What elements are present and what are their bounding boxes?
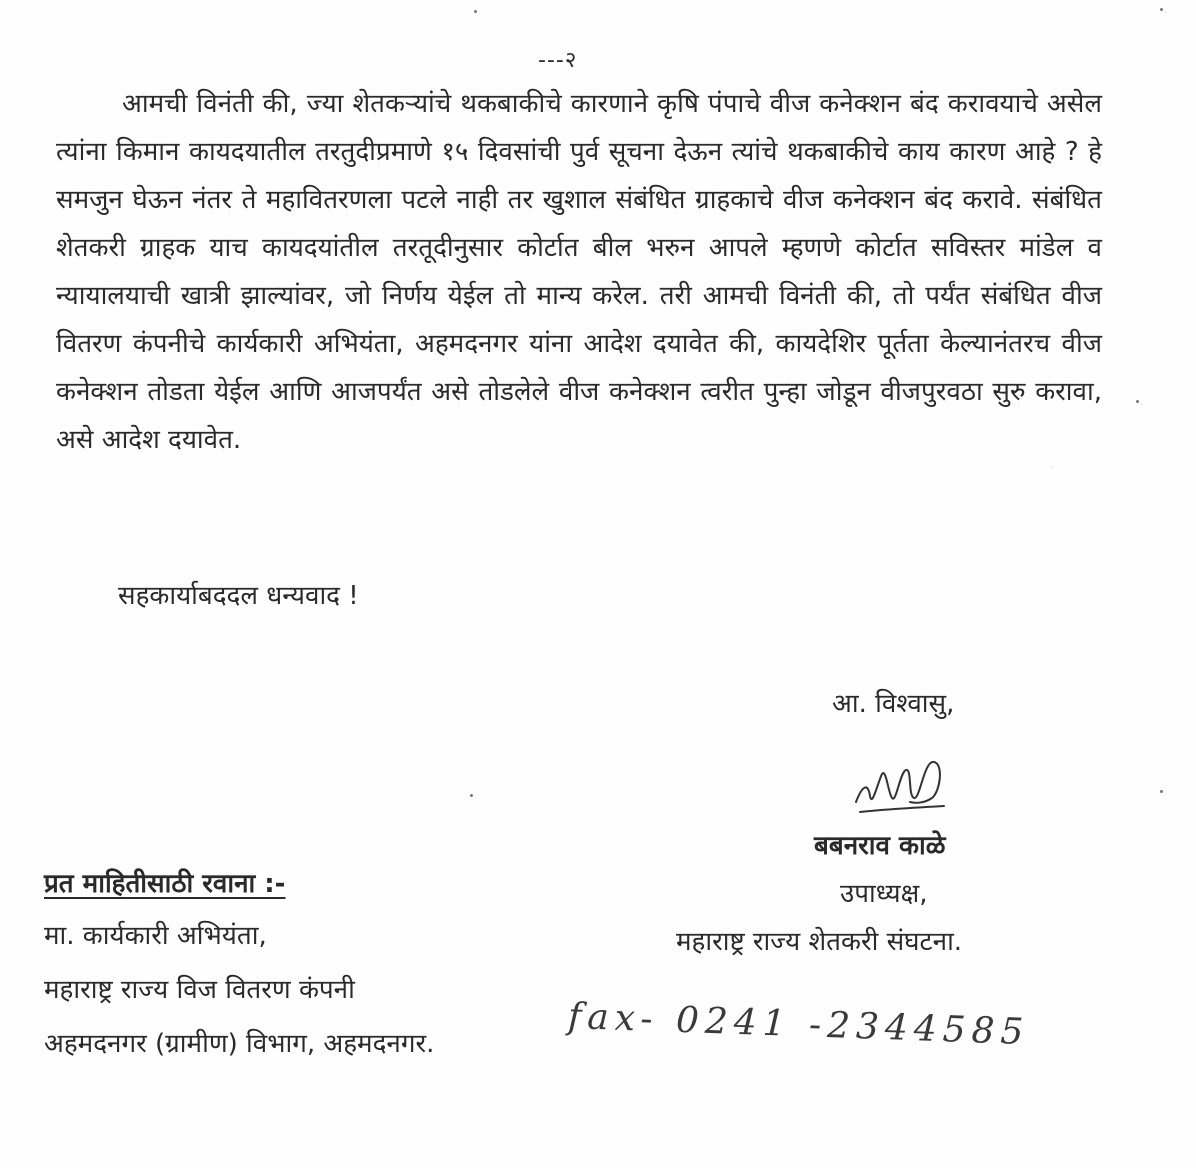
scan-speck xyxy=(470,794,473,797)
scan-speck xyxy=(1160,8,1163,11)
copy-to-line: मा. कार्यकारी अभियंता, xyxy=(44,921,267,951)
signatory-name: बबनराव काळे xyxy=(814,831,946,861)
handwritten-fax-number: fax- 0241 -2344585 xyxy=(567,996,1031,1054)
closing-salutation: आ. विश्वासु, xyxy=(832,689,955,719)
copy-to-heading: प्रत माहितीसाठी रवाना :- xyxy=(44,869,286,899)
scan-speck xyxy=(1136,400,1139,403)
scan-speck xyxy=(474,10,477,13)
signatory-organization: महाराष्ट्र राज्य शेतकरी संघटना. xyxy=(676,927,963,957)
scan-speck xyxy=(1160,790,1163,793)
signatory-title: उपाध्यक्ष, xyxy=(840,879,928,909)
copy-to-line: अहमदनगर (ग्रामीण) विभाग, अहमदनगर. xyxy=(44,1029,435,1059)
signature-icon xyxy=(848,752,952,828)
thanks-line: सहकार्याबददल धन्यवाद ! xyxy=(118,581,359,611)
copy-to-line: महाराष्ट्र राज्य विज वितरण कंपनी xyxy=(44,975,355,1005)
letter-body: आमची विनंती की, ज्या शेतकऱ्यांचे थकबाकीचे कारणाने कृषि पंपाचे वीज कनेक्शन बंद करावयाचे असेल त्यांना किमान कायदयातील तरतुदीप्रमाणे १५ दिवसांची पुर्व सूचना देऊन त्यांचे थकबाकीचे काय कारण आहे ? हे समजुन घेऊन नंतर ते महावितरणला पटले नाही तर खुशाल संबंधित ग्राहकाचे वीज कनेक्शन बंद करावे. संबंधित शेतकरी ग्राहक याच कायदयांतील तरतूदीनुसार कोर्टात बील भरुन आपले म्हणणे कोर्टात सविस्तर मांडेल व न्यायालयाची खात्री झाल्यांवर, जो निर्णय येईल तो मान्य करेल. तरी आमची विनंती की, तो पर्यंत संबंधित वीज वितरण कंपनीचे कार्यकारी अभियंता, अहमदनगर यांना आदेश दयावेत की, कायदेशिर पूर्तता केल्यानंतरच वीज कनेक्शन तोडता येईल आणि आजपर्यंत असे तोडलेले वीज कनेक्शन त्वरीत पुन्हा जोडून वीजपुरवठा सुरु करावा, असे आदेश दयावेत. xyxy=(56,89,1102,455)
page-number: ---२ xyxy=(538,48,578,73)
